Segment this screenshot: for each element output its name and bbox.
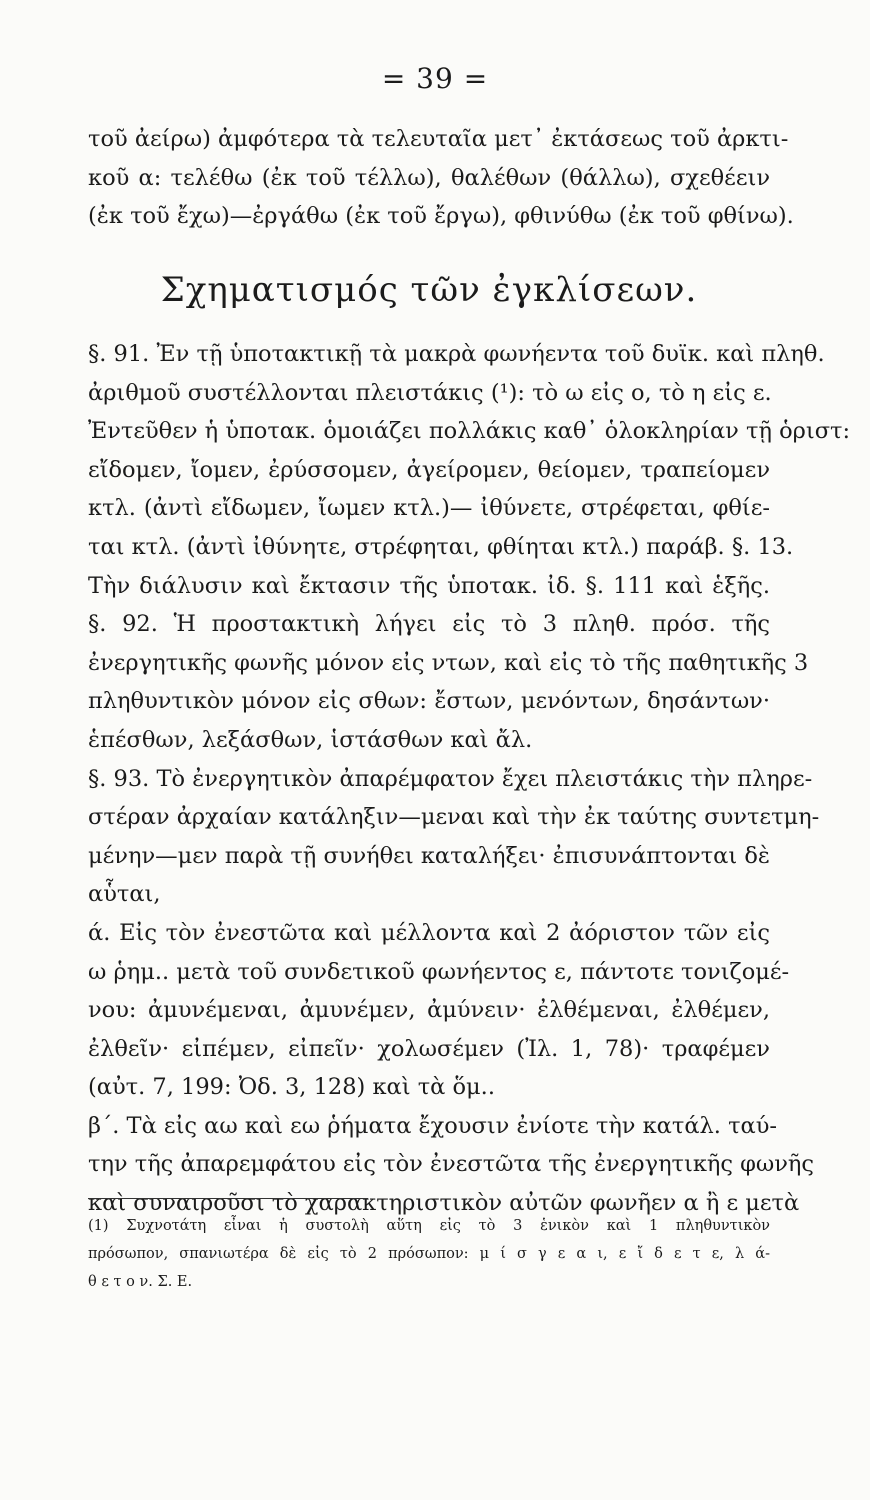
text-line: β΄. Τὰ εἰς αω καὶ εω ῥήματα ἔχουσιν ἐνίοτε τὴν κατάλ. ταύ- <box>88 1112 778 1139</box>
footnote-line: (1) Συχνοτάτη εἶναι ἡ συστολὴ αὕτη εἰς τὸ 3 ἑνικὸν καὶ 1 πληθυντικὸν <box>88 1218 770 1234</box>
text-line: ἀριθμοῦ συστέλλονται πλειστάκις (¹): τὸ ω εἰς ο, τὸ η εἰς ε. <box>88 379 772 406</box>
text-line: αὗται, <box>88 881 161 908</box>
text-line: μένην—μεν παρὰ τῇ συνήθει καταλήξει· ἐπισυνάπτονται δὲ <box>88 842 770 869</box>
text-line: ἐλθεῖν· εἰπέμεν, εἰπεῖν· χολωσέμεν (Ἰλ. 1, 78)· τραφέμεν <box>88 1035 770 1062</box>
text-line: ά. Εἰς τὸν ἐνεστῶτα καὶ μέλλοντα καὶ 2 ἀόριστον τῶν εἰς <box>88 919 770 946</box>
text-line: κοῦ α: τελέθω (ἐκ τοῦ τέλλω), θαλέθων (θάλλω), σχεθέειν <box>88 164 770 191</box>
text-line: καὶ συναιροῦσι τὸ χαρακτηριστικὸν αὐτῶν φωνῆεν α ἢ ε μετὰ <box>88 1190 800 1217</box>
body-text <box>88 335 851 1223</box>
text-line: Τὴν διάλυσιν καὶ ἔκτασιν τῆς ὑποτακ. ἰδ. §. 111 καὶ ἑξῆς. <box>88 572 770 599</box>
text-line: ἑπέσθων, λεξάσθων, ἱστάσθων καὶ ἄλ. <box>88 726 533 753</box>
text-line: την τῆς ἀπαρεμφάτου εἰς τὸν ἐνεστῶτα τῆς ἐνεργητικῆς φωνῆς <box>88 1151 814 1178</box>
footnote-line: θ ε τ ο ν. Σ. Ε. <box>88 1274 193 1290</box>
section-title: Σχηματισμός τῶν ἐγκλίσεων. <box>160 270 698 310</box>
text-line: κτλ. (ἀντὶ εἴδωμεν, ἴωμεν κτλ.)— ἰθύνετε, στρέφεται, φθίε- <box>88 495 770 522</box>
text-line: ω ῥημ.. μετὰ τοῦ συνδετικοῦ φωνήεντος ε, πάντοτε τονιζομέ- <box>88 958 790 985</box>
text-line: νου: ἀμυνέμεναι, ἀμυνέμεν, ἀμύνειν· ἐλθέμεναι, ἐλθέμεν, <box>88 997 770 1024</box>
text-line: §. 93. Τὸ ἐνεργητικὸν ἀπαρέμφατον ἔχει πλειστάκις τὴν πληρε- <box>88 765 813 792</box>
text-line: §. 91. Ἐν τῇ ὑποτακτικῇ τὰ μακρὰ φωνήεντα τοῦ δυϊκ. καὶ πληθ. <box>88 341 825 367</box>
page-header: = 39 = <box>381 62 489 95</box>
intro-paragraph <box>88 120 794 236</box>
footnote <box>88 1212 770 1296</box>
text-line: Ἐντεῦθεν ἡ ὑποτακ. ὁμοιάζει πολλάκις καθ᾽ ὁλοκληρίαν τῇ ὁριστ: <box>88 418 851 445</box>
text-line: ται κτλ. (ἀντὶ ἰθύνητε, στρέφηται, φθίηται κτλ.) παράβ. §. 13. <box>88 533 794 560</box>
text-line: ἐνεργητικῆς φωνῆς μόνον εἰς ντων, καὶ εἰς τὸ τῆς παθητικῆς 3 <box>88 649 809 676</box>
footnote-divider <box>88 1198 368 1199</box>
text-line: §. 92. Ἡ προστακτικὴ λήγει εἰς τὸ 3 πληθ. πρόσ. τῆς <box>88 611 770 638</box>
text-line: (αὐτ. 7, 199: Ὀδ. 3, 128) καὶ τὰ ὅμ.. <box>88 1074 495 1101</box>
text-line: (ἐκ τοῦ ἔχω)—ἐργάθω (ἐκ τοῦ ἔργω), φθινύθω (ἐκ τοῦ φθίνω). <box>88 203 794 230</box>
text-line: εἴδομεν, ἴομεν, ἐρύσσομεν, ἀγείρομεν, θείομεν, τραπείομεν <box>88 456 770 483</box>
footnote-line: πρόσωπον, σπανιωτέρα δὲ εἰς τὸ 2 πρόσωπον: μ ί σ γ ε α ι, ε ἴ δ ε τ ε, λ ά- <box>88 1246 770 1262</box>
text-line: πληθυντικὸν μόνον εἰς σθων: ἔστων, μενόντων, δησάντων· <box>88 688 770 715</box>
text-line: στέραν ἀρχαίαν κατάληξιν—μεναι καὶ τὴν ἐκ ταύτης συντετμη- <box>88 804 820 831</box>
text-line: τοῦ ἀείρω) ἀμφότερα τὰ τελευταῖα μετ᾽ ἐκτάσεως τοῦ ἀρκτι- <box>88 126 789 152</box>
